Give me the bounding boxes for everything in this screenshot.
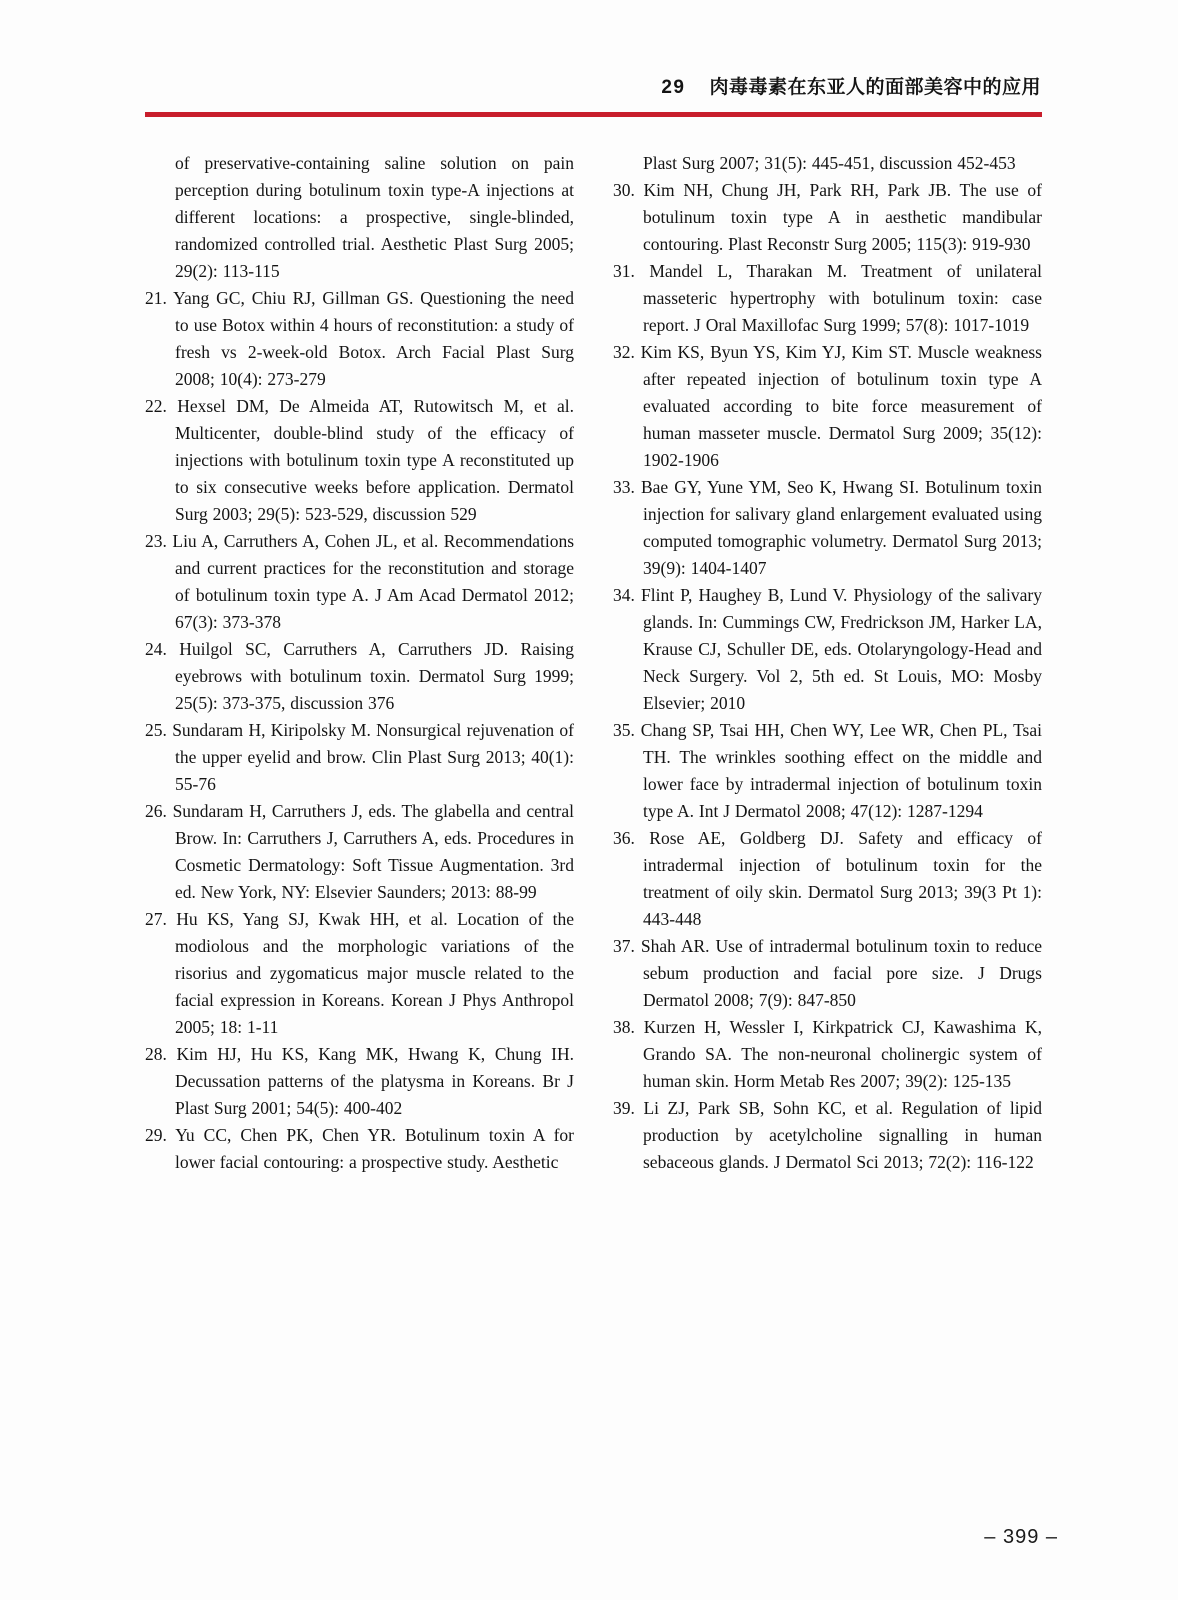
reference-text: of preservative-containing saline solution on pain perception during botulinum toxin type-A injections at different locations: a prospective, single-blinded, randomized controlled trial. Aesthetic Plast Surg 2005; 29(2): 113-115 (175, 153, 574, 281)
reference-number: 28. (145, 1044, 167, 1064)
reference-number: 21. (145, 288, 167, 308)
reference-item (145, 636, 574, 717)
header-rule (145, 112, 1042, 117)
reference-number: 22. (145, 396, 167, 416)
page-header (661, 76, 1041, 100)
reference-text: Liu A, Carruthers A, Cohen JL, et al. Recommendations and current practices for the reconstitution and storage of botulinum toxin type A. J Am Acad Dermatol 2012; 67(3): 373-378 (172, 531, 574, 632)
reference-number: 32. (613, 342, 635, 362)
reference-continuation (145, 150, 574, 285)
page-number: – 399 – (984, 1526, 1058, 1548)
reference-text: Rose AE, Goldberg DJ. Safety and efficacy of intradermal injection of botulinum toxin for the treatment of oily skin. Dermatol Surg 2013; 39(3 Pt 1): 443-448 (643, 828, 1042, 929)
reference-item (613, 825, 1042, 933)
reference-text: Hexsel DM, De Almeida AT, Rutowitsch M, et al. Multicenter, double-blind study of the efficacy of injections with botulinum toxin type A reconstituted up to six consecutive weeks before application. Dermatol Surg 2003; 29(5): 523-529, discussion 529 (175, 396, 574, 524)
reference-text: Kim KS, Byun YS, Kim YJ, Kim ST. Muscle weakness after repeated injection of botulinum toxin type A evaluated according to bite force measurement of human masseter muscle. Dermatol Surg 2009; 35(12): 1902-1906 (640, 342, 1042, 470)
reference-text: Li ZJ, Park SB, Sohn KC, et al. Regulation of lipid production by acetylcholine signalling in human sebaceous glands. J Dermatol Sci 2013; 72(2): 116-122 (643, 1098, 1043, 1172)
reference-text: Plast Surg 2007; 31(5): 445-451, discussion 452-453 (643, 153, 1016, 173)
reference-number: 33. (613, 477, 635, 497)
reference-number: 36. (613, 828, 635, 848)
reference-item (145, 528, 574, 636)
reference-text: Kim NH, Chung JH, Park RH, Park JB. The use of botulinum toxin type A in aesthetic mandibular contouring. Plast Reconstr Surg 2005; 115(3): 919-930 (643, 180, 1042, 254)
reference-text: Bae GY, Yune YM, Seo K, Hwang SI. Botulinum toxin injection for salivary gland enlargement evaluated using computed tomographic volumetry. Dermatol Surg 2013; 39(9): 1404-1407 (640, 477, 1043, 578)
reference-item (613, 258, 1042, 339)
reference-item (613, 1095, 1042, 1176)
reference-text: Hu KS, Yang SJ, Kwak HH, et al. Location of the modiolous and the morphologic variations of the risorius and zygomaticus major muscle related to the facial expression in Koreans. Korean J Phys Anthropol 2005; 18: 1-11 (175, 909, 575, 1037)
reference-item (145, 717, 574, 798)
references-left-column (145, 150, 574, 1176)
reference-item (145, 906, 574, 1041)
reference-number: 30. (613, 180, 635, 200)
reference-item (145, 285, 574, 393)
reference-number: 26. (145, 801, 167, 821)
reference-number: 27. (145, 909, 167, 929)
chapter-title: 肉毒毒素在东亚人的面部美容中的应用 (709, 77, 1041, 98)
references-right-column (613, 150, 1042, 1176)
reference-number: 35. (613, 720, 635, 740)
reference-item (613, 339, 1042, 474)
reference-text: Yu CC, Chen PK, Chen YR. Botulinum toxin A for lower facial contouring: a prospective study. Aesthetic (175, 1125, 574, 1172)
reference-number: 29. (145, 1125, 167, 1145)
reference-text: Shah AR. Use of intradermal botulinum toxin to reduce sebum production and facial pore size. J Drugs Dermatol 2008; 7(9): 847-850 (640, 936, 1042, 1010)
reference-number: 31. (613, 261, 635, 281)
reference-text: Flint P, Haughey B, Lund V. Physiology of the salivary glands. In: Cummings CW, Fredrickson JM, Harker LA, Krause CJ, Schuller DE, eds. Otolaryngology-Head and Neck Surgery. Vol 2, 5th ed. St Louis, MO: Mosby Elsevier; 2010 (641, 585, 1042, 713)
reference-item (145, 1041, 574, 1122)
reference-number: 25. (145, 720, 167, 740)
reference-item (145, 393, 574, 528)
reference-text: Huilgol SC, Carruthers A, Carruthers JD. Raising eyebrows with botulinum toxin. Dermatol Surg 1999; 25(5): 373-375, discussion 376 (175, 639, 575, 713)
reference-text: Mandel L, Tharakan M. Treatment of unilateral masseteric hypertrophy with botulinum toxin: case report. J Oral Maxillofac Surg 1999; 57(8): 1017-1019 (643, 261, 1042, 335)
reference-item (613, 177, 1042, 258)
reference-number: 38. (613, 1017, 635, 1037)
reference-continuation (613, 150, 1042, 177)
reference-text: Sundaram H, Carruthers J, eds. The glabella and central Brow. In: Carruthers J, Carruthers A, eds. Procedures in Cosmetic Dermatology: Soft Tissue Augmentation. 3rd ed. New York, NY: Elsevier Saunders; 2013: 88-99 (172, 801, 575, 902)
reference-text: Chang SP, Tsai HH, Chen WY, Lee WR, Chen PL, Tsai TH. The wrinkles soothing effect on the middle and lower face by intradermal injection of botulinum toxin type A. Int J Dermatol 2008; 47(12): 1287-1294 (640, 720, 1042, 821)
reference-item (145, 798, 574, 906)
references-columns (145, 150, 1042, 1176)
reference-text: Kurzen H, Wessler I, Kirkpatrick CJ, Kawashima K, Grando SA. The non-neuronal cholinergic system of human skin. Horm Metab Res 2007; 39(2): 125-135 (643, 1017, 1042, 1091)
reference-item (613, 933, 1042, 1014)
reference-text: Yang GC, Chiu RJ, Gillman GS. Questioning the need to use Botox within 4 hours of reconstitution: a study of fresh vs 2-week-old Botox. Arch Facial Plast Surg 2008; 10(4): 273-279 (173, 288, 575, 389)
chapter-number: 29 (661, 77, 686, 98)
reference-item (613, 474, 1042, 582)
reference-item (613, 717, 1042, 825)
reference-item (613, 1014, 1042, 1095)
reference-text: Sundaram H, Kiripolsky M. Nonsurgical rejuvenation of the upper eyelid and brow. Clin Plast Surg 2013; 40(1): 55-76 (172, 720, 575, 794)
reference-number: 24. (145, 639, 167, 659)
reference-number: 23. (145, 531, 167, 551)
reference-text: Kim HJ, Hu KS, Kang MK, Hwang K, Chung IH. Decussation patterns of the platysma in Koreans. Br J Plast Surg 2001; 54(5): 400-402 (175, 1044, 574, 1118)
reference-item (613, 582, 1042, 717)
reference-item (145, 1122, 574, 1176)
reference-number: 37. (613, 936, 635, 956)
reference-number: 39. (613, 1098, 635, 1118)
reference-number: 34. (613, 585, 635, 605)
